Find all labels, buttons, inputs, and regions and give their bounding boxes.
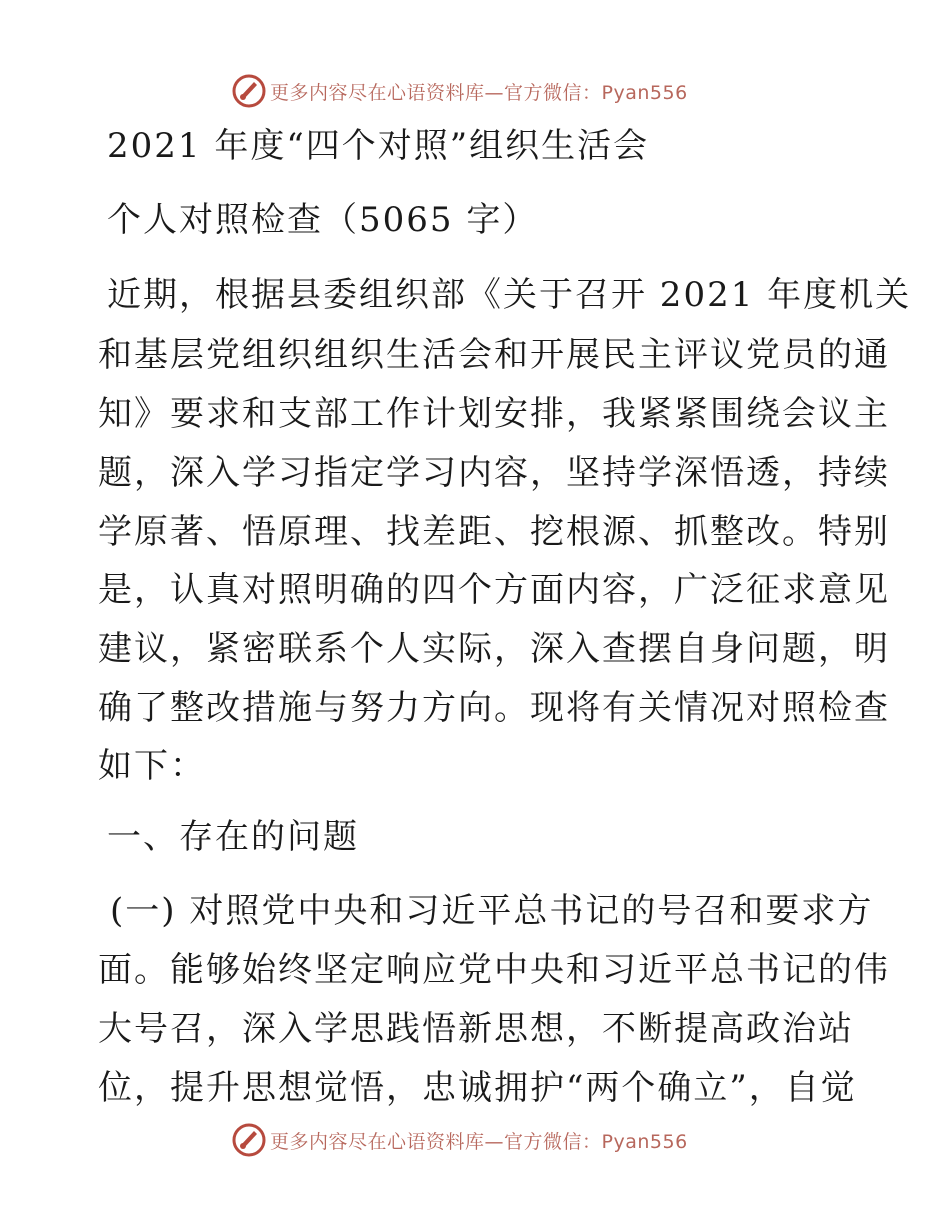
paragraph-line: 位，提升思想觉悟，忠诚拥护“两个确立”，自觉 — [98, 1068, 857, 1108]
paragraph-line: (一) 对照党中央和习近平总书记的号召和要求方 — [110, 891, 874, 931]
paragraph-line: 知》要求和支部工作计划安排，我紧紧围绕会议主 — [98, 394, 890, 434]
banner-text: 更多内容尽在心语资料库—官方微信：Pyan556 — [270, 1130, 688, 1153]
logo-icon — [232, 74, 266, 108]
document-title: 2021 年度“四个对照”组织生活会 — [107, 126, 650, 166]
paragraph-line: 是，认真对照明确的四个方面内容，广泛征求意见 — [98, 570, 890, 610]
document-subtitle: 个人对照检查（5065 字） — [107, 200, 539, 240]
paragraph-line: 确了整改措施与努力方向。现将有关情况对照检查 — [98, 688, 890, 728]
paragraph-line: 近期，根据县委组织部《关于召开 2021 年度机关 — [107, 275, 912, 315]
footer-watermark-banner — [232, 1120, 688, 1160]
logo-icon — [232, 1123, 266, 1157]
paragraph-line: 面。能够始终坚定响应党中央和习近平总书记的伟 — [98, 950, 890, 990]
header-watermark-banner — [232, 71, 688, 111]
paragraph-line: 题，深入学习指定学习内容，坚持学深悟透，持续 — [98, 453, 890, 493]
banner-text: 更多内容尽在心语资料库—官方微信：Pyan556 — [270, 81, 688, 104]
paragraph-line: 和基层党组织组织生活会和开展民主评议党员的通 — [98, 335, 890, 375]
paragraph-line: 建议，紧密联系个人实际，深入查摆自身问题，明 — [98, 629, 890, 669]
section-heading: 一、存在的问题 — [107, 817, 359, 857]
paragraph-line: 学原著、悟原理、找差距、挖根源、抓整改。特别 — [98, 512, 890, 552]
paragraph-line: 如下： — [98, 746, 206, 786]
paragraph-line: 大号召，深入学思践悟新思想，不断提高政治站 — [98, 1009, 854, 1049]
